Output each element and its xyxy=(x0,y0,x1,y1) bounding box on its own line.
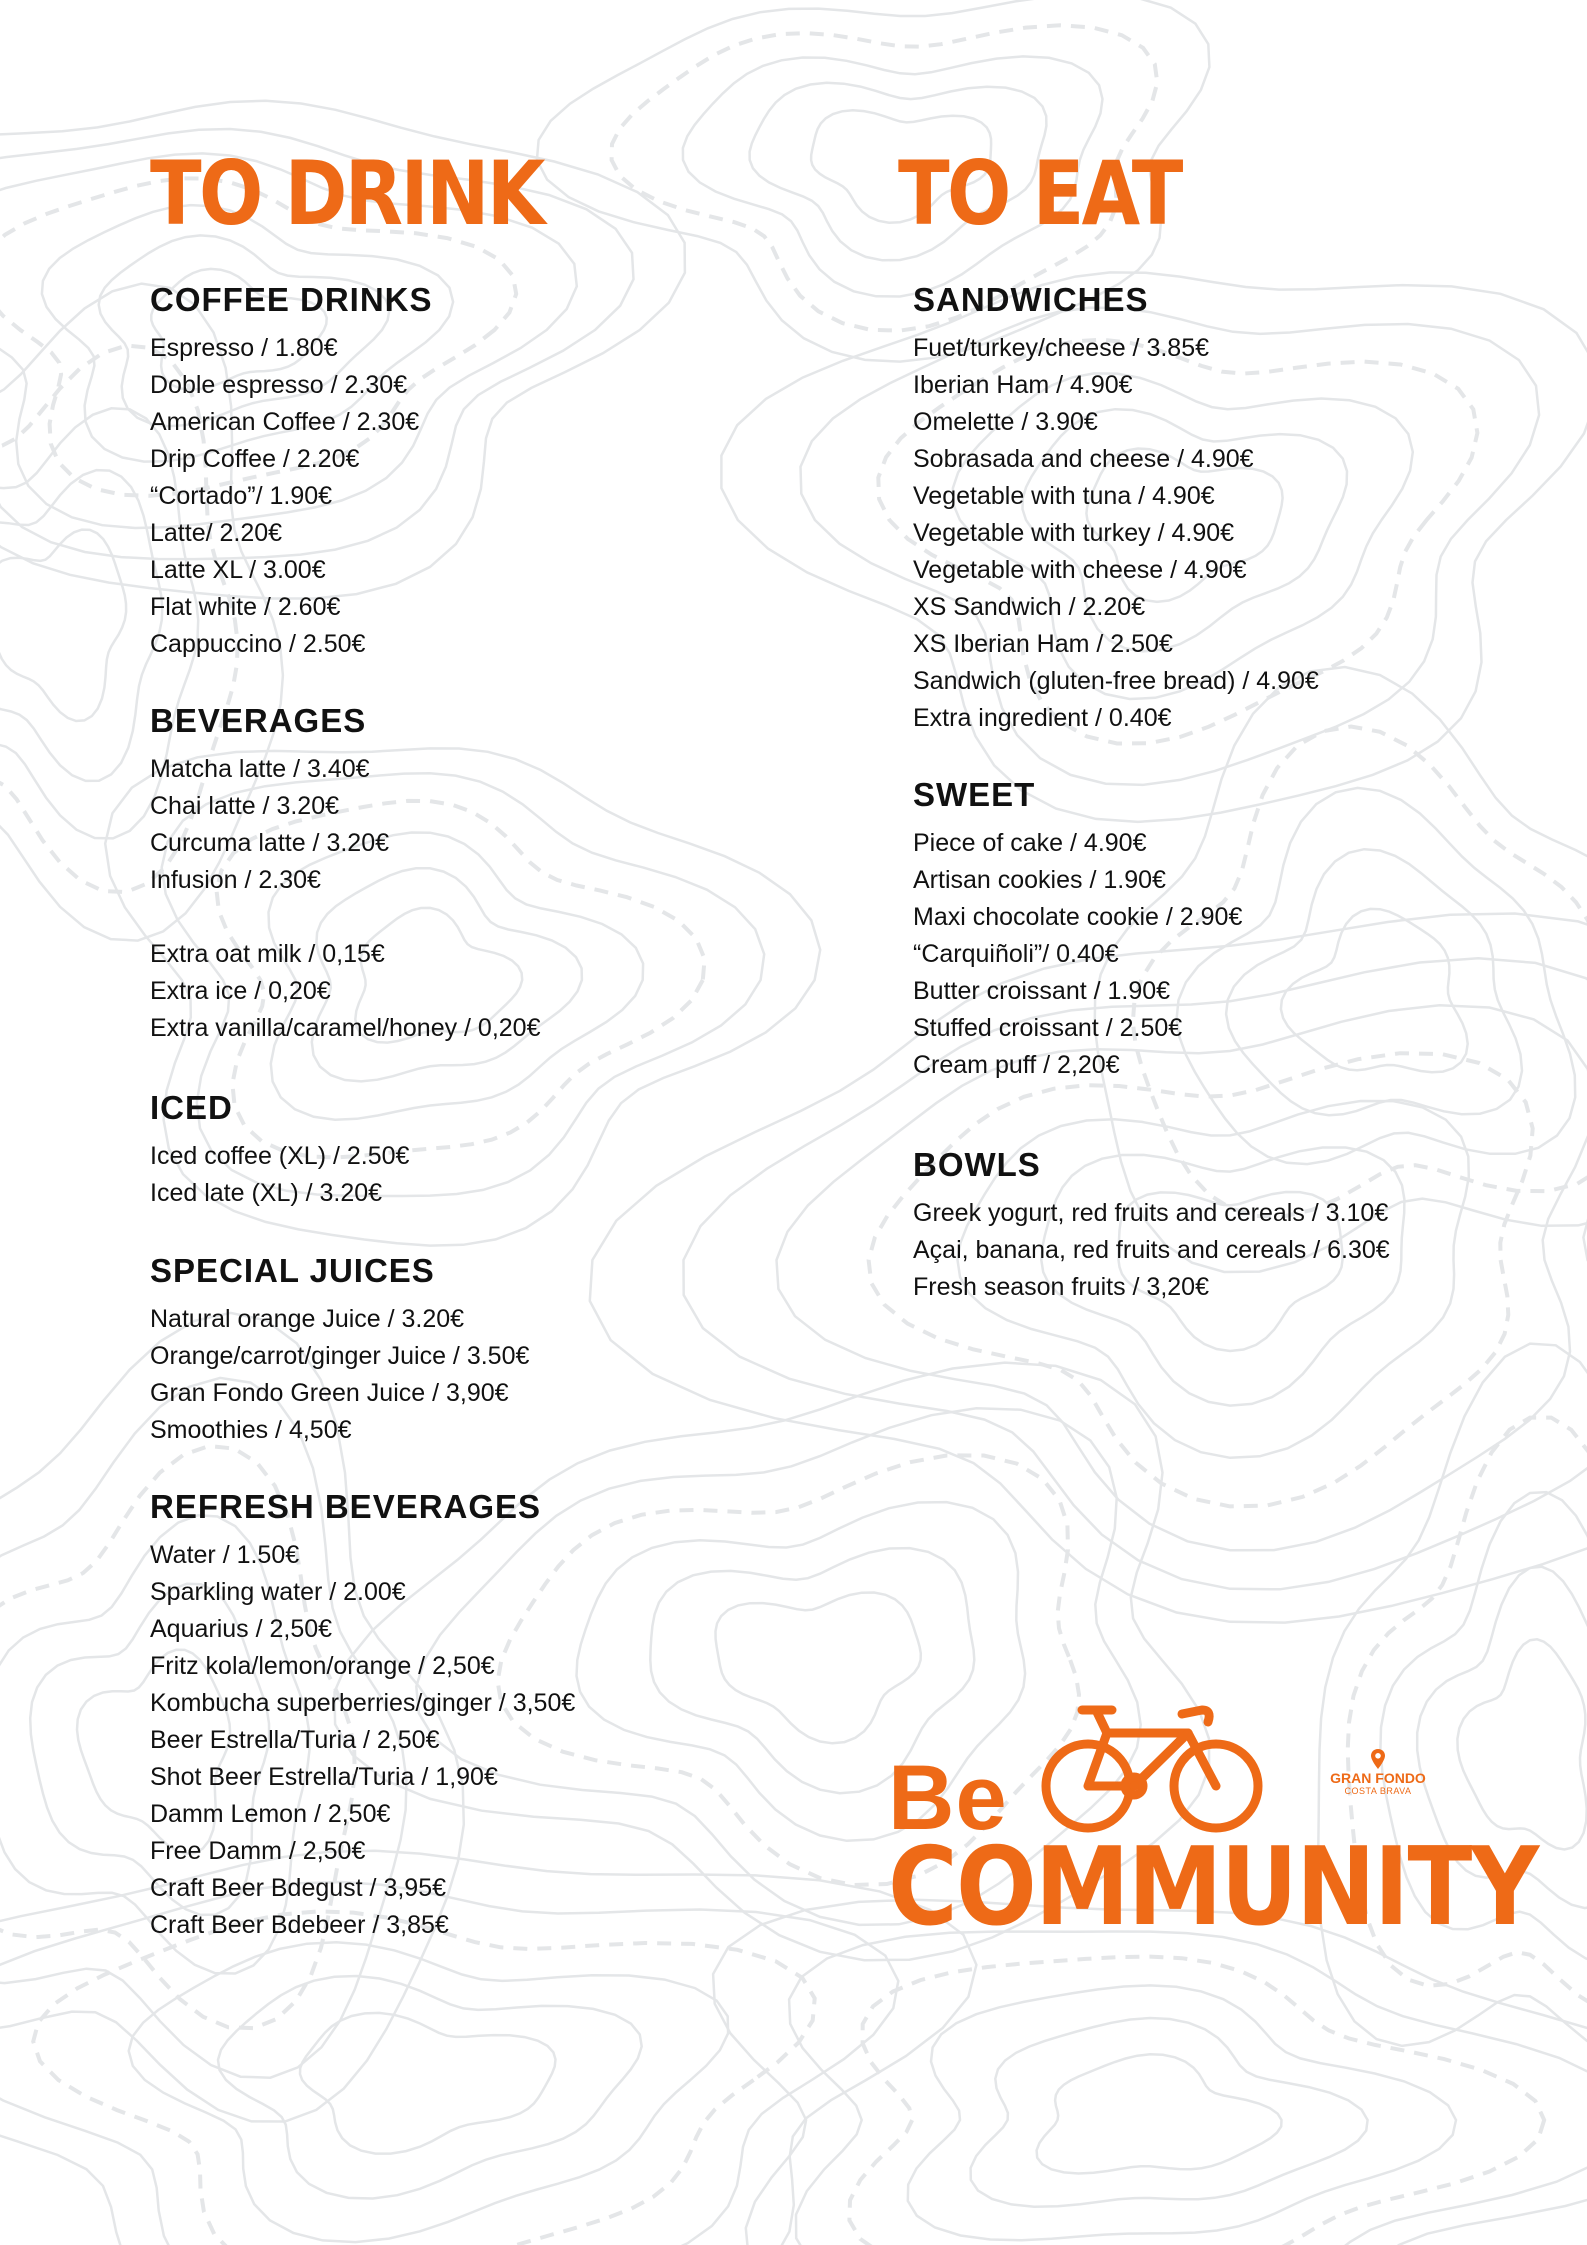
section-heading: ICED xyxy=(150,1089,233,1126)
menu-item: Infusion / 2.30€ xyxy=(150,866,321,894)
sandwiches-section xyxy=(913,276,1319,737)
menu-item: Gran Fondo Green Juice / 3,90€ xyxy=(150,1379,509,1407)
spacer xyxy=(150,899,541,936)
contour-line xyxy=(129,1942,728,2242)
beverages-section xyxy=(150,697,541,1047)
menu-item: Vegetable with tuna / 4.90€ xyxy=(913,482,1215,510)
to-eat-title: TO EAT xyxy=(898,142,1181,245)
contour-line xyxy=(33,1911,815,2245)
section-heading: SPECIAL JUICES xyxy=(150,1252,435,1289)
logo-community-text: COMMUNITY xyxy=(888,1825,1538,1950)
menu-item: Sandwich (gluten-free bread) / 4.90€ xyxy=(913,667,1319,695)
menu-item: Craft Beer Bdebeer / 3,85€ xyxy=(150,1911,449,1939)
menu-item: Doble espresso / 2.30€ xyxy=(150,371,408,399)
menu-item: Water / 1.50€ xyxy=(150,1541,300,1569)
contour-line xyxy=(971,2018,1368,2207)
menu-item: Drip Coffee / 2.20€ xyxy=(150,445,360,473)
menu-item: Maxi chocolate cookie / 2.90€ xyxy=(913,903,1243,931)
menu-item: “Carquiñoli”/ 0.40€ xyxy=(913,940,1119,968)
contour-line xyxy=(300,2013,556,2154)
menu-list xyxy=(913,825,1242,1084)
section-heading: SANDWICHES xyxy=(913,281,1149,318)
bicycle-icon xyxy=(1038,1700,1266,1835)
contour-line xyxy=(1457,1639,1586,1849)
menu-item: Flat white / 2.60€ xyxy=(150,593,341,621)
contour-line xyxy=(1226,849,1522,1115)
menu-item: Iberian Ham / 4.90€ xyxy=(913,371,1133,399)
menu-item: Beer Estrella/Turia / 2,50€ xyxy=(150,1726,440,1754)
menu-item: Curcuma latte / 3.20€ xyxy=(150,829,390,857)
contour-line xyxy=(1281,909,1468,1072)
menu-item: Vegetable with turkey / 4.90€ xyxy=(913,519,1235,547)
map-pin-icon xyxy=(1370,1748,1386,1770)
menu-item: Smoothies / 4,50€ xyxy=(150,1416,352,1444)
contour-line xyxy=(0,530,126,721)
menu-item: Extra oat milk / 0,15€ xyxy=(150,940,385,968)
menu-item: Butter croissant / 1.90€ xyxy=(913,977,1171,1005)
menu-item: Piece of cake / 4.90€ xyxy=(913,829,1147,857)
menu-item: Latte XL / 3.00€ xyxy=(150,556,326,584)
menu-item: Aquarius / 2,50€ xyxy=(150,1615,333,1643)
menu-item: Sobrasada and cheese / 4.90€ xyxy=(913,445,1254,473)
contour-line xyxy=(0,470,162,781)
menu-item: Chai latte / 3.20€ xyxy=(150,792,340,820)
section-heading: REFRESH BEVERAGES xyxy=(150,1488,542,1525)
brand-name: GRAN FONDO xyxy=(1330,1770,1426,1786)
menu-list xyxy=(150,751,541,899)
sweet-section xyxy=(913,771,1242,1084)
menu-list xyxy=(913,1195,1390,1306)
menu-item: Latte/ 2.20€ xyxy=(150,519,283,547)
menu-item: Fritz kola/lemon/orange / 2,50€ xyxy=(150,1652,495,1680)
menu-item: Extra ice / 0,20€ xyxy=(150,977,331,1005)
section-heading: BOWLS xyxy=(913,1146,1041,1183)
menu-item: Iced late (XL) / 3.20€ xyxy=(150,1179,383,1207)
menu-item: Greek yogurt, red fruits and cereals / 3.10€ xyxy=(913,1199,1389,1227)
menu-item: XS Iberian Ham / 2.50€ xyxy=(913,630,1173,658)
section-heading: BEVERAGES xyxy=(150,702,367,739)
menu-item: Craft Beer Bdegust / 3,95€ xyxy=(150,1874,447,1902)
section-heading: COFFEE DRINKS xyxy=(150,281,433,318)
contour-line xyxy=(218,1976,642,2199)
menu-item: Iced coffee (XL) / 2.50€ xyxy=(150,1142,410,1170)
section-heading: SWEET xyxy=(913,776,1036,813)
menu-item: XS Sandwich / 2.20€ xyxy=(913,593,1146,621)
menu-item: Espresso / 1.80€ xyxy=(150,334,338,362)
menu-list xyxy=(150,330,433,663)
be-community-logo xyxy=(888,1700,1538,1950)
menu-item: Omelette / 3.90€ xyxy=(913,408,1098,436)
menu-item: Matcha latte / 3.40€ xyxy=(150,755,370,783)
menu-list xyxy=(913,330,1319,737)
menu-item: Fresh season fruits / 3,20€ xyxy=(913,1273,1209,1301)
menu-item: Sparkling water / 2.00€ xyxy=(150,1578,406,1606)
menu-item: Orange/carrot/ginger Juice / 3.50€ xyxy=(150,1342,530,1370)
menu-list xyxy=(150,1537,575,1944)
menu-list xyxy=(150,1301,529,1449)
contour-line xyxy=(1037,2054,1282,2173)
menu-item: “Cortado”/ 1.90€ xyxy=(150,482,333,510)
menu-item: Extra vanilla/caramel/honey / 0,20€ xyxy=(150,1014,541,1042)
coffee-drinks-section xyxy=(150,276,433,663)
to-drink-title: TO DRINK xyxy=(150,142,543,245)
menu-item: Stuffed croissant / 2.50€ xyxy=(913,1014,1183,1042)
menu-item: Shot Beer Estrella/Turia / 1,90€ xyxy=(150,1763,498,1791)
menu-item: Cream puff / 2,20€ xyxy=(913,1051,1120,1079)
menu-item: Fuet/turkey/cheese / 3.85€ xyxy=(913,334,1210,362)
menu-item: Cappuccino / 2.50€ xyxy=(150,630,366,658)
menu-item: Vegetable with cheese / 4.90€ xyxy=(913,556,1247,584)
gran-fondo-brand xyxy=(1328,1748,1428,1797)
refresh-beverages-section xyxy=(150,1483,575,1944)
iced-section xyxy=(150,1084,409,1212)
brand-subtitle: COSTA BRAVA xyxy=(1344,1786,1412,1796)
special-juices-section xyxy=(150,1247,529,1449)
logo-be-text: Be xyxy=(888,1747,1008,1849)
menu-item: Free Damm / 2,50€ xyxy=(150,1837,366,1865)
menu-item: Açai, banana, red fruits and cereals / 6.30€ xyxy=(913,1236,1390,1264)
menu-item: Artisan cookies / 1.90€ xyxy=(913,866,1166,894)
extras-list xyxy=(150,936,541,1047)
menu-item: Extra ingredient / 0.40€ xyxy=(913,704,1172,732)
bowls-section xyxy=(913,1141,1390,1306)
menu-list xyxy=(150,1138,409,1212)
menu-item: American Coffee / 2.30€ xyxy=(150,408,420,436)
menu-item: Natural orange Juice / 3.20€ xyxy=(150,1305,465,1333)
menu-item: Damm Lemon / 2,50€ xyxy=(150,1800,391,1828)
menu-item: Kombucha superberries/ginger / 3,50€ xyxy=(150,1689,576,1717)
